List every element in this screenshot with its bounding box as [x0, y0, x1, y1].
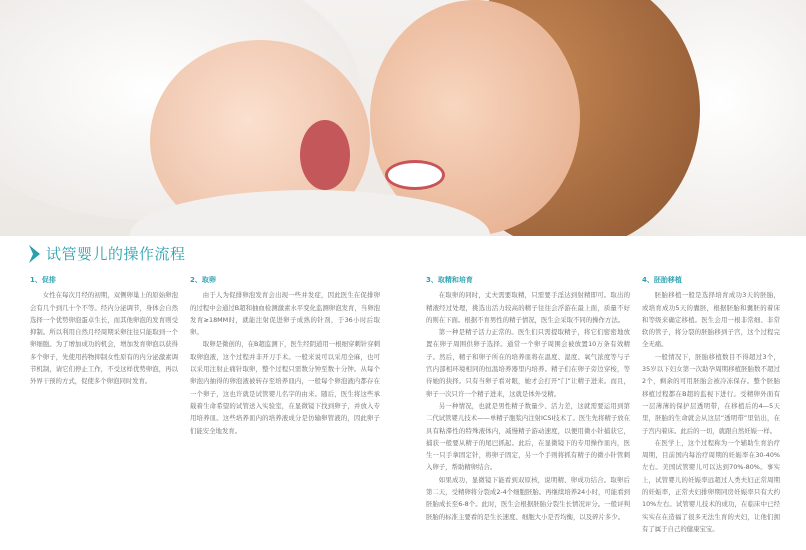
- paragraph: 第一种是精子活力正常的。医生们只需提取精子，将它们密密地放置在卵子周围供卵子选择。通常一个卵子周围会被放置10万条有效精子。然后，精子和卵子所在的培养皿将在温度、湿度、氧气浓度等与子宫内部相环境相同的恒温培养器里内培养。精子们在卵子旁边穿梭，等待她的抉择。只有当卵子看对眼，她才会打开“门”让精子进来。而且，卵子一次只许一个精子进来，这就是体外受精。: [426, 328, 630, 398]
- paragraph: 在医学上，这个过程称为一个辅助生育治疗周期，目前国内每治疗周期的妊娠率在30-40%左右。美国试管婴儿可以达到70%-80%。事实上，试管婴儿的妊娠率远超过人类夫妇正常周期的妊娠率，正常夫妇排卵期同房妊娠率只有大约10%左右。试管婴儿技术的成功，在临床中已经实实在在造福了很多无法生育的夫妇，让他们拥有了属于自己的健康宝宝。: [642, 438, 780, 533]
- title-text: 试管婴儿的操作流程: [46, 245, 186, 263]
- mother-baby-photo: [0, 0, 806, 236]
- paragraph: 如果成功，显微镜下能看到双原核，说明精、卵成功结合。取卵后第二天，受精卵将分裂成2-4个细胞胚胎。再继续培养24小时，可能看到胚胎成长至6-8个。此时，医生会根据胚胎分裂生长情况评分。一般评判胚胎的标准主要看的是生长速度、细胞大小是否均衡，以及碎片多少。: [426, 475, 630, 521]
- section-heading: 1、促排: [30, 276, 56, 284]
- section-3: [426, 274, 630, 523]
- section-heading: 3、取精和培育: [426, 276, 473, 284]
- section-2: [190, 274, 380, 437]
- paragraph: 由于人为促排卵泡发育会出现一些并发症，因此医生在促排卵的过程中会通过B超和抽血检测激素水平变化监测卵泡发育，当卵泡发育≥18MM时，就能注射促进卵子成熟的针剂，于36小时后取卵。: [190, 291, 380, 337]
- section-heading: 4、胚胎移植: [642, 276, 682, 284]
- page-title: [28, 243, 186, 264]
- paragraph: 胚胎移植一般是选择培育成功3天的胚胎，或培育成功5天的囊胚，根据胚胎和囊胚的着床和等级来确定移植。医生会用一根非常细、非常软的管子，将分裂的胚胎移到子宫，这个过程完全无痛。: [642, 291, 780, 349]
- section-4: [642, 274, 780, 535]
- paragraph: 一般情况下，胚胎移植数目不得超过3个，35岁以下妇女第一次助孕周期移植胚胎数不超过2个，剩余的可用胚胎会被冷冻保存。整个胚胎移植过程都在B超的监视下进行。受精卵外面有一层薄薄的保护层透明带，在移植后的4—5天里，胚胎的生命就会从这层“透明带”里钻出，在子宫内着床。此后的一切，就跟自然妊娠一样。: [642, 352, 780, 435]
- paragraph: 女性在每次月经的初期，双侧卵巢上的原始卵泡会有几个到几十个不等。经内分泌调节，身体会自然选择一个优势卵泡蛋卓生长，而其他卵泡的发育则受抑制。所以利用自然月经周期采卵往往只能取到一个卵细胞。为了增加成功的机会，增加发育卵泡以获得多个卵子，先使用药物抑制女性原有的内分泌激素调节机制，请它们停止工作，不受这样优势卵泡，再以外界干预的方式，促使多个卵泡同时发育。: [30, 291, 178, 386]
- chevron-right-icon: [28, 244, 42, 264]
- paragraph: 取卵是微创的，在B超监测下，医生经阴道用一根细穿刺针穿刺取卵泡液，这个过程并非开刀手术。一般来说可以采用全麻，也可以采用注射止痛针取卵，整个过程只需数分钟至数十分钟。从每个卵泡内抽得的卵泡液被转存至培养皿内，一般每个卵泡液内都存在一个卵子，这也许就是试管婴儿名字的由来。随后，医生将这些承载着生命希望的试管送入实验室，在显微镜下找到卵子，并放入专用培养皿。这些培养皿内的培养液成分是仿输卵管液的，因此卵子们能安全地发育。: [190, 340, 380, 435]
- section-heading: 2、取卵: [190, 276, 216, 284]
- section-1: [30, 274, 178, 388]
- paragraph: 另一种情况，也就是男性精子数量少、活力差，这就需要运用到第二代试管婴儿技术——单精子胞浆内注射ICSI技术了。医生先将精子放在具有粘滞性的特殊液体内，减慢精子游动速度，以便用微小针捕获它，捕获一般要从精子的尾巴抓起。此后，在显微镜下的专用操作皿内，医生一只手拿固定针，将卵子固定，另一个手则将抓有精子的微小针管刺入卵子，帮助精卵结合。: [426, 401, 631, 472]
- paragraph: 在取卵的同时，丈夫需要取精，只需要手淫达到射精即可。取出的精液经过处理，挑选出活力较高的精子往往会浮游在最上面，质量不好的则在下面。根据不育男性的精子情况，医生会采取不同的操作方法。: [426, 291, 630, 324]
